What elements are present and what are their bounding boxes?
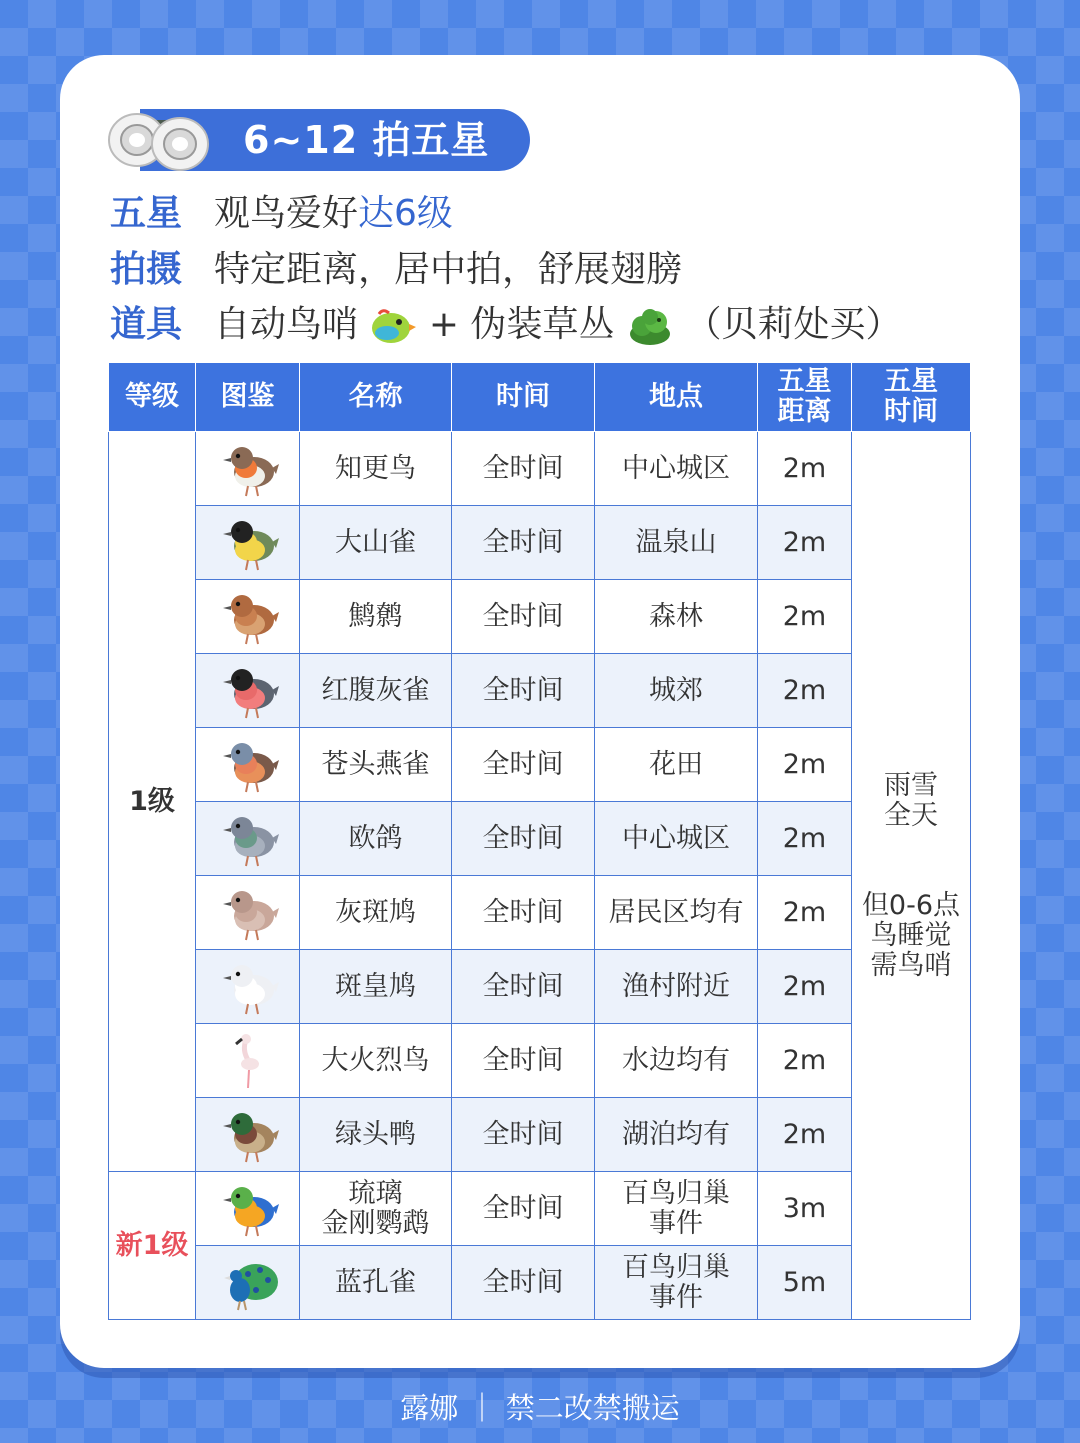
bird-whistle-icon (369, 306, 417, 346)
bird-name-cell: 蓝孔雀 (300, 1246, 452, 1320)
bullfinch-icon (196, 654, 300, 728)
bird-name-cell: 绿头鸭 (300, 1098, 452, 1172)
col-header-name: 名称 (300, 363, 452, 432)
white-dove-icon (196, 950, 300, 1024)
info-label-props: 道具 (110, 304, 183, 345)
distance-cell: 2m (758, 1024, 852, 1098)
table-row (109, 950, 971, 1024)
place-cell: 居民区均有 (595, 876, 758, 950)
time-cell: 全时间 (452, 802, 595, 876)
place-cell: 温泉山 (595, 506, 758, 580)
place-cell: 水边均有 (595, 1024, 758, 1098)
place-cell: 百鸟归巢 事件 (595, 1172, 758, 1246)
distance-cell: 2m (758, 950, 852, 1024)
table-row (109, 580, 971, 654)
place-cell: 城郊 (595, 654, 758, 728)
distance-cell: 3m (758, 1172, 852, 1246)
info-row-shooting (110, 244, 682, 296)
macaw-icon (196, 1172, 300, 1246)
distance-cell: 2m (758, 432, 852, 506)
distance-cell: 2m (758, 802, 852, 876)
distance-cell: 2m (758, 1098, 852, 1172)
time-cell: 全时间 (452, 506, 595, 580)
table-row (109, 1098, 971, 1172)
note-weather: 雨雪 全天 (884, 769, 938, 831)
five-star-time-note (852, 432, 971, 1320)
note-spacer (852, 831, 970, 891)
distance-cell: 2m (758, 728, 852, 802)
time-cell: 全时间 (452, 1246, 595, 1320)
bird-name-cell: 苍头燕雀 (300, 728, 452, 802)
level-cell-new: 新1级 (109, 1172, 196, 1320)
binoculars-icon (102, 106, 218, 176)
bird-name-cell: 欧鸽 (300, 802, 452, 876)
distance-cell: 2m (758, 876, 852, 950)
time-cell: 全时间 (452, 432, 595, 506)
col-header-time: 时间 (452, 363, 595, 432)
distance-cell: 2m (758, 654, 852, 728)
bird-name-cell: 鹪鹩 (300, 580, 452, 654)
distance-cell: 2m (758, 580, 852, 654)
bird-name-cell: 知更鸟 (300, 432, 452, 506)
table-header-row (109, 363, 971, 432)
col-header-level: 等级 (109, 363, 196, 432)
note-sleep: 但0-6点 鸟睡觉 需鸟哨 (861, 889, 961, 981)
info-label-shooting: 拍摄 (110, 249, 183, 290)
collared-dove-icon (196, 876, 300, 950)
col-header-icon: 图鉴 (196, 363, 300, 432)
bird-table (108, 362, 971, 1320)
place-cell: 中心城区 (595, 802, 758, 876)
time-cell: 全时间 (452, 950, 595, 1024)
info-text-five-star: 观鸟爱好 (214, 193, 359, 234)
table-row (109, 1172, 971, 1246)
table-row (109, 1246, 971, 1320)
table-row (109, 876, 971, 950)
info-highlight-level: 达6级 (358, 193, 453, 234)
place-cell: 渔村附近 (595, 950, 758, 1024)
camouflage-bush-icon (626, 306, 674, 346)
table-row (109, 728, 971, 802)
great-tit-icon (196, 506, 300, 580)
bird-name-cell: 斑皇鸠 (300, 950, 452, 1024)
mallard-icon (196, 1098, 300, 1172)
col-header-distance: 五星 距离 (758, 363, 852, 432)
info-text-shop: （贝莉处买） (685, 304, 902, 345)
place-cell: 中心城区 (595, 432, 758, 506)
time-cell: 全时间 (452, 1098, 595, 1172)
time-cell: 全时间 (452, 728, 595, 802)
bird-name-cell: 红腹灰雀 (300, 654, 452, 728)
place-cell: 百鸟归巢 事件 (595, 1246, 758, 1320)
info-text-camouflage: + 伪装草丛 (428, 304, 615, 345)
robin-icon (196, 432, 300, 506)
table-row (109, 506, 971, 580)
bird-name-cell: 灰斑鸠 (300, 876, 452, 950)
col-header-star-time: 五星 时间 (852, 363, 971, 432)
time-cell: 全时间 (452, 580, 595, 654)
table-row (109, 1024, 971, 1098)
peacock-icon (196, 1246, 300, 1320)
distance-cell: 5m (758, 1246, 852, 1320)
place-cell: 花田 (595, 728, 758, 802)
level-cell-1: 1级 (109, 432, 196, 1172)
chaffinch-icon (196, 728, 300, 802)
page-title: 6~12 拍五星 (243, 118, 490, 162)
info-row-five-star (110, 188, 453, 240)
time-cell: 全时间 (452, 654, 595, 728)
place-cell: 森林 (595, 580, 758, 654)
col-header-place: 地点 (595, 363, 758, 432)
wren-icon (196, 580, 300, 654)
time-cell: 全时间 (452, 1024, 595, 1098)
place-cell: 湖泊均有 (595, 1098, 758, 1172)
bird-name-cell: 琉璃 金刚鹦鹉 (300, 1172, 452, 1246)
footer-credit: 露娜 ｜ 禁二改禁搬运 (400, 1391, 680, 1425)
table-row (109, 432, 971, 506)
time-cell: 全时间 (452, 1172, 595, 1246)
time-cell: 全时间 (452, 876, 595, 950)
info-text-bird-whistle: 自动鸟哨 (214, 304, 359, 345)
table-row (109, 802, 971, 876)
distance-cell: 2m (758, 506, 852, 580)
info-label-five-star: 五星 (110, 193, 183, 234)
flamingo-icon (196, 1024, 300, 1098)
info-row-props (110, 299, 901, 351)
bird-name-cell: 大山雀 (300, 506, 452, 580)
pigeon-icon (196, 802, 300, 876)
table-row (109, 654, 971, 728)
bird-name-cell: 大火烈鸟 (300, 1024, 452, 1098)
info-text-shooting: 特定距离，居中拍，舒展翅膀 (214, 249, 683, 290)
